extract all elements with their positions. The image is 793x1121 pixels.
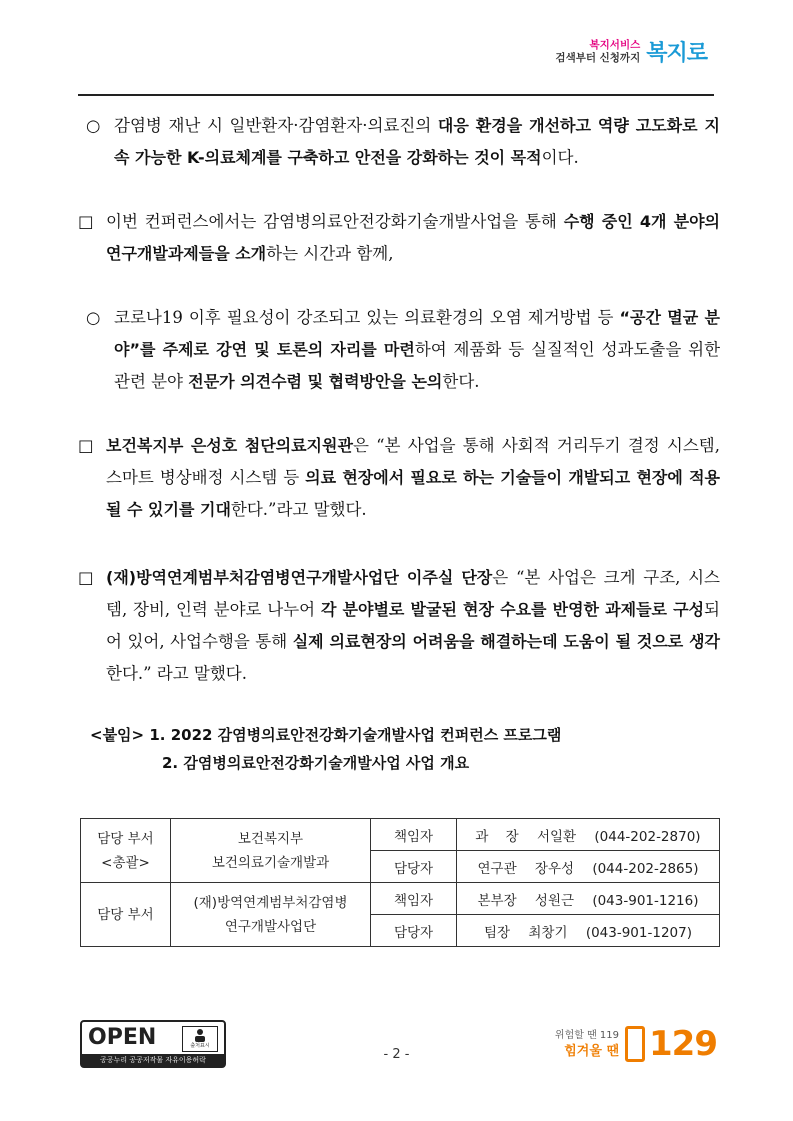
text-run: 감염병 재난 시 일반환자·감염환자·의료진의	[114, 116, 438, 135]
paragraph-1	[78, 110, 720, 174]
dept-cell: 담당 부서 <총괄>	[81, 819, 171, 883]
open-license-strip: 공공누리 공공저작물 자유이용허락	[82, 1054, 224, 1066]
hotline-number: 129	[649, 1024, 717, 1064]
attachment-list	[90, 721, 561, 777]
attachment-1: <붙임> 1. 2022 감염병의료안전강화기술개발사업 컨퍼런스 프로그램	[90, 726, 562, 744]
bold-text-run: “공간 멸균 분야”를 주제로 강연 및 토론의 자리를 마련	[114, 308, 720, 359]
logo-mark: 복지로	[646, 41, 707, 66]
paragraph-4	[78, 430, 720, 526]
bold-text-run: 의료 현장에서 필요로 하는 기술들이 개발되고 현장에 적용될 수 있기를 기대	[106, 468, 721, 519]
dept-cell: 담당 부서	[81, 883, 171, 947]
text-run: 한다.	[442, 372, 480, 391]
paragraph-text	[106, 562, 720, 690]
circle-bullet-icon: ○	[86, 116, 101, 135]
text-run: 하여 제품화 등 실질적인 성과도출을 위한 관련 분야	[114, 340, 721, 391]
square-bullet-icon: □	[78, 212, 94, 231]
contact-cell: 팀장 최창기 (043-901-1207)	[457, 915, 720, 947]
paragraph-text	[114, 110, 720, 174]
text-run: 이다.	[541, 148, 579, 167]
text-run: 되어 있어, 사업수행을 통해	[106, 600, 720, 651]
bokjiro-logo	[555, 36, 707, 67]
circle-bullet-icon: ○	[86, 308, 101, 327]
text-run: 한다.”라고 말했다.	[230, 500, 367, 519]
logo-tagline-2: 검색부터 신청까지	[555, 51, 641, 64]
bold-text-run: 보건복지부 은성호 첨단의료지원관	[106, 436, 353, 455]
phone-icon	[625, 1026, 645, 1062]
contact-cell: 과 장 서일환 (044-202-2870)	[457, 819, 720, 851]
attachment-2: 2. 감염병의료안전강화기술개발사업 사업 개요	[162, 754, 470, 772]
role-cell: 담당자	[371, 915, 457, 947]
hotline-text: 위험할 땐 119 힘겨울 땐	[554, 1030, 620, 1059]
org-cell: (재)방역연계범부처감염병 연구개발사업단	[171, 883, 371, 947]
square-bullet-icon: □	[78, 436, 94, 455]
bold-text-run: (재)방역연계범부처감염병연구개발사업단 이주실 단장	[106, 568, 493, 587]
paragraph-2	[78, 206, 720, 270]
org-cell: 보건복지부 보건의료기술개발과	[171, 819, 371, 883]
contact-cell: 연구관 장우성 (044-202-2865)	[457, 851, 720, 883]
header-divider	[78, 94, 714, 96]
bold-text-run: 실제 의료현장의 어려움을 해결하는데 도움이 될 것으로 생각	[292, 632, 720, 651]
attribution-icon: 출처표시	[182, 1026, 218, 1052]
text-run: 코로나19 이후 필요성이 강조되고 있는 의료환경의 오염 제거방법 등	[114, 308, 620, 327]
bold-text-run: 수행 중인 4개 분야의 연구개발과제들을 소개	[106, 212, 720, 263]
text-run: 이번 컨퍼런스에서는 감염병의료안전강화기술개발사업을 통해	[106, 212, 564, 231]
contact-table	[80, 818, 720, 947]
role-cell: 책임자	[371, 883, 457, 915]
text-run: 하는 시간과 함께,	[266, 244, 394, 263]
contact-cell: 본부장 성원근 (043-901-1216)	[457, 883, 720, 915]
bold-text-run: 전문가 의견수렴 및 협력방안을 논의	[188, 372, 443, 391]
bold-text-run: 각 분야별로 발굴된 현장 수요를 반영한 과제들로 구성	[320, 600, 705, 619]
page-number: - 2 -	[383, 1047, 410, 1062]
paragraph-text	[114, 302, 720, 398]
role-cell: 책임자	[371, 819, 457, 851]
paragraph-5	[78, 562, 720, 690]
open-license-word: OPEN	[88, 1025, 157, 1050]
table-row	[81, 819, 720, 851]
logo-tagline-1: 복지서비스	[589, 38, 641, 51]
text-run: 은 “본 사업을 통해 사회적 거리두기 결정 시스템, 스마트 병상배정 시스템 등	[106, 436, 720, 487]
text-run: 한다.” 라고 말했다.	[106, 664, 247, 683]
hotline-129-logo	[555, 1024, 717, 1064]
text-run: 은 “본 사업은 크게 구조, 시스템, 장비, 인력 분야로 나누어	[106, 568, 720, 619]
role-cell: 담당자	[371, 851, 457, 883]
paragraph-3	[78, 302, 720, 398]
logo-tagline	[555, 39, 640, 65]
paragraph-text	[106, 206, 720, 270]
table-row	[81, 883, 720, 915]
bold-text-run: 대응 환경을 개선하고 역량 고도화로 지속 가능한 K-의료체계를 구축하고 안전을 강화하는 것이 목적	[114, 116, 720, 167]
square-bullet-icon: □	[78, 568, 94, 587]
paragraph-text	[106, 430, 720, 526]
